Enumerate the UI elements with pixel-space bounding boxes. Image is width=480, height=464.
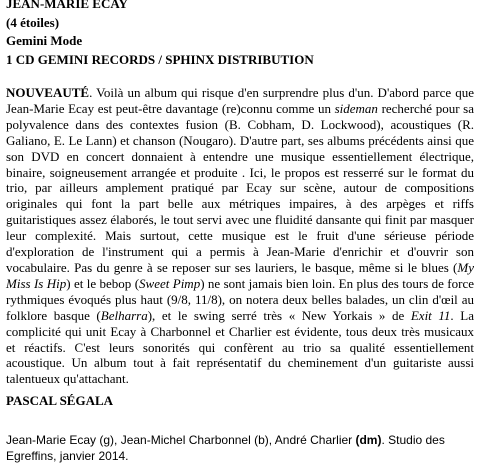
- term-sideman: sideman: [334, 100, 378, 116]
- credits-drums: (dm): [355, 433, 382, 448]
- review-body: [6, 85, 474, 387]
- artist-name: JEAN-MARIE ECAY: [6, 0, 128, 11]
- review-text-6: . La complicité qui unit Ecay à Charbonnel et Charlier est évidente, tous deux très musicaux et réactifs. C'est leurs sonorités qui confèrent au trio sa qualité essentiellement acoustique. Un album tout à fait représentatif du cheminement d'un guitariste aussi talentueux qu'attachant.: [6, 307, 474, 387]
- review-text-4: ) ne sont jamais bien loin. En plus des tours de force rythmiques évoqués plus haut (9/8, 11/8), on notera deux belles balades, un clin d'œil au folklore basque (: [6, 275, 475, 323]
- album-title: Gemini Mode: [6, 33, 83, 48]
- novelty-label: NOUVEAUTÉ: [6, 85, 90, 100]
- review-author: PASCAL SÉGALA: [6, 393, 114, 409]
- credits-text-2: . Studio des Egreffins, janvier 2014.: [6, 433, 445, 463]
- track-sweet-pimp: Sweet Pimp: [139, 275, 201, 291]
- credits-text-1: Jean-Marie Ecay (g), Jean-Michel Charbonnel (b), André Charlier: [6, 433, 356, 448]
- review-text-3: ) et le bebop (: [66, 275, 140, 291]
- rating: (4 étoiles): [6, 14, 60, 30]
- track-exit-11: Exit 11: [410, 307, 451, 323]
- review-text-5: ), et le swing serré très « New Yorkais » de: [147, 307, 411, 323]
- track-belharra: Belharra: [100, 307, 148, 323]
- review-text-1: . Voilà un album qui risque d'en surprendre plus d'un. D'abord parce que Jean-Marie Ecay est peut-être davantage (re)connu comme un: [6, 85, 474, 116]
- track-my-miss-is-hip: My Miss Is Hip: [6, 259, 474, 291]
- label-distribution: 1 CD GEMINI RECORDS / SPHINX DISTRIBUTION: [6, 51, 314, 67]
- personnel-credits: [6, 433, 474, 464]
- review-text-2: recherché pour sa polyvalence dans des contextes fusion (B. Cobham, D. Lockwood), acoustiques (R. Galiano, E. Le Lann) et chanson (Nougaro). D'autre part, ses albums précédents ainsi que son DVD en concert donnaient à entendre une musique essentiellement électrique, binaire, soigneusement arrangée et produite . Ici, le propos est resserré sur le format du trio, par ailleurs amplement pratiqué par Ecay sur scène, autour de compositions originales qui font la part belle aux métriques impaires, à des arpèges et riffs guitaristiques assez élaborés, le tout servi avec une fluidité dansante qui finit par masquer leur complexité. Mais surtout, cette musique est le fruit d'une sérieuse période d'exploration de l'instrument qui a permis à Jean-Marie d'enrichir et d'ouvrir son vocabulaire. Pas du genre à se reposer sur ses lauriers, le basque, même si le blues (: [6, 100, 474, 275]
